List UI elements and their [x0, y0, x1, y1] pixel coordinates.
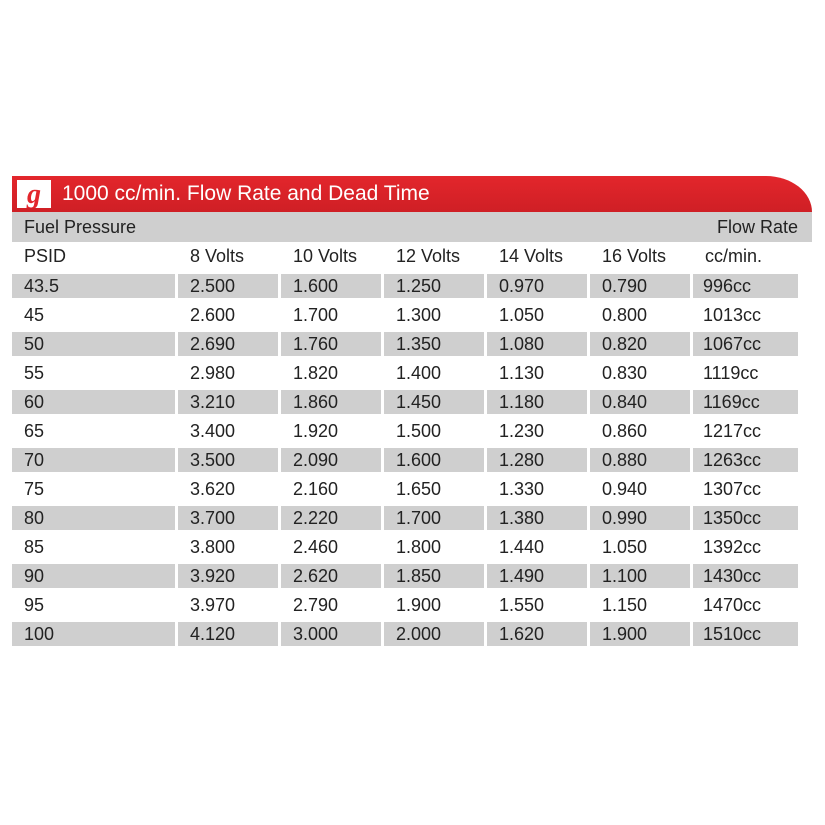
- flow-rate-cell: 1067cc: [693, 332, 798, 356]
- flow-rate-cell: 1263cc: [693, 448, 798, 472]
- table-row: [12, 477, 812, 501]
- dead-time-cell: 2.620: [281, 564, 381, 588]
- dead-time-cell: 2.220: [281, 506, 381, 530]
- flow-rate-cell: 1307cc: [703, 478, 762, 499]
- table-row: [12, 593, 812, 617]
- dead-time-cell: 1.760: [281, 332, 381, 356]
- dead-time-cell: 0.990: [590, 506, 690, 530]
- dead-time-cell: 1.300: [396, 304, 442, 325]
- table-row: [12, 303, 812, 327]
- dead-time-cell: 1.650: [396, 478, 442, 499]
- dead-time-cell: 4.120: [178, 622, 278, 646]
- dead-time-cell: 2.460: [293, 536, 339, 557]
- fuel-pressure-label: Fuel Pressure: [24, 216, 137, 237]
- dead-time-cell: 3.800: [190, 536, 236, 557]
- psid-cell: 45: [24, 304, 45, 325]
- dead-time-cell: 1.700: [293, 304, 339, 325]
- dead-time-cell: 1.900: [396, 594, 442, 615]
- dead-time-cell: 1.180: [487, 390, 587, 414]
- dead-time-cell: 2.980: [190, 362, 236, 383]
- flow-rate-cell: 1119cc: [703, 362, 759, 383]
- table-body: [12, 274, 812, 646]
- dead-time-cell: 1.350: [384, 332, 484, 356]
- flow-rate-cell: 1510cc: [693, 622, 798, 646]
- flow-rate-cell: 1013cc: [703, 304, 762, 325]
- header-row-2: [12, 242, 812, 271]
- dead-time-cell: 1.130: [499, 362, 545, 383]
- dead-time-cell: 3.920: [178, 564, 278, 588]
- column-header: 8 Volts: [190, 246, 245, 266]
- dead-time-cell: 1.380: [487, 506, 587, 530]
- dead-time-cell: 2.160: [293, 478, 339, 499]
- table-row: [12, 622, 812, 646]
- dead-time-cell: 3.500: [178, 448, 278, 472]
- flow-rate-label: Flow Rate: [717, 216, 799, 237]
- dead-time-cell: 1.500: [396, 420, 442, 441]
- dead-time-cell: 3.400: [190, 420, 236, 441]
- dead-time-cell: 0.840: [590, 390, 690, 414]
- dead-time-cell: 1.230: [499, 420, 545, 441]
- g-logo-icon-svg: [17, 180, 51, 208]
- psid-cell: 95: [24, 594, 45, 615]
- dead-time-cell: 1.900: [590, 622, 690, 646]
- column-header: 12 Volts: [396, 246, 461, 266]
- dead-time-cell: 0.790: [590, 274, 690, 298]
- dead-time-cell: 0.800: [602, 304, 648, 325]
- psid-cell: 75: [24, 478, 45, 499]
- page-title: 1000 cc/min. Flow Rate and Dead Time: [62, 182, 430, 205]
- dead-time-cell: 1.400: [396, 362, 442, 383]
- dead-time-cell: 2.690: [178, 332, 278, 356]
- table-row: [12, 361, 812, 385]
- table-row: [12, 535, 812, 559]
- dead-time-cell: 1.050: [499, 304, 545, 325]
- flow-rate-cell: 1470cc: [703, 594, 762, 615]
- psid-cell: 55: [24, 362, 45, 383]
- dead-time-cell: 1.100: [590, 564, 690, 588]
- flow-rate-cell: 1217cc: [703, 420, 762, 441]
- psid-cell: 50: [12, 332, 175, 356]
- dead-time-cell: 1.600: [281, 274, 381, 298]
- dead-time-cell: 2.600: [190, 304, 236, 325]
- psid-cell: 100: [12, 622, 175, 646]
- psid-cell: 90: [12, 564, 175, 588]
- psid-cell: 43.5: [12, 274, 175, 298]
- column-header: 10 Volts: [293, 246, 358, 266]
- dead-time-cell: 1.620: [487, 622, 587, 646]
- psid-cell: 85: [24, 536, 45, 557]
- dead-time-cell: 1.450: [384, 390, 484, 414]
- dead-time-cell: 1.490: [487, 564, 587, 588]
- dead-time-cell: 1.920: [293, 420, 339, 441]
- table-row: [12, 332, 812, 356]
- dead-time-cell: 1.150: [602, 594, 648, 615]
- header-row-1: [12, 212, 812, 242]
- dead-time-cell: 0.940: [602, 478, 648, 499]
- dead-time-cell: 3.620: [190, 478, 236, 499]
- flow-rate-cell: 1392cc: [703, 536, 762, 557]
- title-bar: [12, 176, 812, 212]
- dead-time-cell: 1.820: [293, 362, 339, 383]
- dead-time-cell: 3.700: [178, 506, 278, 530]
- psid-cell: 80: [12, 506, 175, 530]
- dead-time-cell: 1.600: [384, 448, 484, 472]
- dead-time-cell: 2.000: [384, 622, 484, 646]
- dead-time-cell: 2.500: [178, 274, 278, 298]
- table-row: [12, 390, 812, 414]
- dead-time-cell: 2.790: [293, 594, 339, 615]
- dead-time-cell: 1.850: [384, 564, 484, 588]
- table-row: [12, 564, 812, 588]
- psid-cell: 70: [12, 448, 175, 472]
- dead-time-cell: 0.860: [602, 420, 648, 441]
- dead-time-cell: 1.280: [487, 448, 587, 472]
- dead-time-cell: 2.090: [281, 448, 381, 472]
- flow-rate-cell: 1350cc: [693, 506, 798, 530]
- column-header: PSID: [24, 246, 67, 266]
- dead-time-cell: 1.440: [499, 536, 545, 557]
- psid-cell: 60: [12, 390, 175, 414]
- dead-time-cell: 1.860: [281, 390, 381, 414]
- dead-time-cell: 1.330: [499, 478, 545, 499]
- table-row: [12, 419, 812, 443]
- dead-time-cell: 0.830: [602, 362, 648, 383]
- column-header: cc/min.: [705, 246, 763, 266]
- table-row: [12, 448, 812, 472]
- dead-time-cell: 1.250: [384, 274, 484, 298]
- dead-time-cell: 0.970: [487, 274, 587, 298]
- dead-time-cell: 1.700: [384, 506, 484, 530]
- psid-cell: 65: [24, 420, 45, 441]
- flow-rate-cell: 1430cc: [693, 564, 798, 588]
- table-row: [12, 274, 812, 298]
- g-logo-letter: g: [27, 180, 41, 208]
- table-row: [12, 506, 812, 530]
- header-band: [12, 212, 812, 242]
- dead-time-cell: 1.050: [602, 536, 648, 557]
- column-header: 16 Volts: [602, 246, 667, 266]
- column-header: 14 Volts: [499, 246, 564, 266]
- dead-time-cell: 0.880: [590, 448, 690, 472]
- g-logo-icon: [16, 180, 52, 208]
- dead-time-cell: 0.820: [590, 332, 690, 356]
- dead-time-cell: 3.210: [178, 390, 278, 414]
- flow-rate-table-card: [12, 176, 812, 646]
- dead-time-cell: 3.000: [281, 622, 381, 646]
- flow-rate-cell: 1169cc: [693, 390, 798, 414]
- flow-rate-cell: 996cc: [693, 274, 798, 298]
- dead-time-cell: 1.080: [487, 332, 587, 356]
- dead-time-cell: 3.970: [190, 594, 236, 615]
- dead-time-cell: 1.800: [396, 536, 442, 557]
- dead-time-cell: 1.550: [499, 594, 545, 615]
